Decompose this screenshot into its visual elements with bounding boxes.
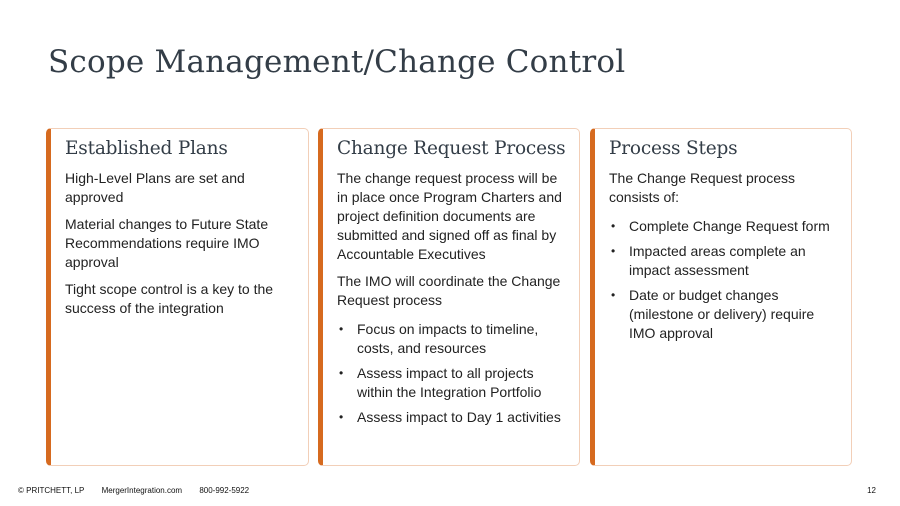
card-paragraph: The Change Request process consists of:: [609, 170, 795, 205]
slide-title: Scope Management/Change Control: [48, 44, 626, 80]
list-item: [337, 364, 565, 402]
footer-phone: 800-992-5922: [199, 486, 250, 495]
card-process-steps: [590, 128, 852, 466]
bullet-icon: •: [339, 322, 344, 336]
list-item-text: Complete Change Request form: [629, 218, 830, 234]
bullet-list: [609, 217, 837, 343]
list-item-text: Focus on impacts to timeline, costs, and resources: [357, 321, 539, 356]
footer-copyright: © PRITCHETT, LP: [18, 486, 85, 495]
list-item-text: Date or budget changes (milestone or delivery) require IMO approval: [629, 287, 815, 341]
list-item: [337, 408, 565, 427]
list-item-text: Assess impact to all projects within the Integration Portfolio: [357, 365, 542, 400]
card-paragraph: The IMO will coordinate the Change Request process: [337, 273, 561, 308]
card-heading: Process Steps: [609, 138, 738, 159]
card-heading: Change Request Process: [337, 138, 566, 159]
bullet-icon: •: [611, 219, 616, 233]
card-paragraph: The change request process will be in place once Program Charters and project definition documents are submitted and signed off as final by Accountable Executives: [337, 170, 562, 262]
list-item-text: Assess impact to Day 1 activities: [357, 409, 561, 425]
card-established-plans: [46, 128, 309, 466]
card-paragraph: Material changes to Future State Recommendations require IMO approval: [65, 216, 269, 270]
footer-website: MergerIntegration.com: [101, 486, 183, 495]
page-number: 12: [867, 486, 876, 495]
list-item-text: Impacted areas complete an impact assessment: [629, 243, 806, 278]
list-item: [609, 286, 837, 343]
card-change-request-process: [318, 128, 580, 466]
footer: [18, 486, 264, 495]
list-item: [609, 217, 837, 236]
list-item: [337, 320, 565, 358]
bullet-icon: •: [611, 288, 616, 302]
bullet-icon: •: [611, 244, 616, 258]
card-heading: Established Plans: [65, 138, 228, 159]
bullet-icon: •: [339, 366, 344, 380]
bullet-list: [337, 320, 565, 427]
list-item: [609, 242, 837, 280]
card-paragraph: Tight scope control is a key to the success of the integration: [65, 281, 274, 316]
card-paragraph: High-Level Plans are set and approved: [65, 170, 245, 205]
bullet-icon: •: [339, 410, 344, 424]
